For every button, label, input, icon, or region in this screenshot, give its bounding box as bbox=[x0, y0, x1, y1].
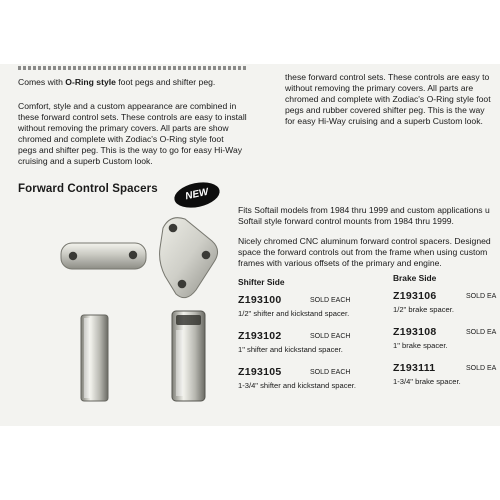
spacer-hole bbox=[69, 252, 77, 260]
section-title: Forward Control Spacers bbox=[18, 183, 158, 195]
fits-line-1: Fits Softail models from 1984 thru 1999 and custom applications u bbox=[238, 205, 490, 215]
sold-each-z193105: SOLD EACH bbox=[310, 369, 351, 376]
intro-right-line-2: without removing the primary covers. All parts are bbox=[285, 83, 474, 93]
part-number-z193100: Z193100 bbox=[238, 294, 282, 306]
sold-each-z193102: SOLD EACH bbox=[310, 333, 351, 340]
desc-z193100: 1/2" shifter and kickstand spacer. bbox=[238, 309, 350, 318]
intro-left-line-1-bold: O-Ring style bbox=[65, 77, 116, 87]
spacer-hole bbox=[129, 251, 137, 259]
block-spacer-narrow bbox=[81, 315, 108, 401]
intro-left-line-3: these forward control sets. These controls are easy to install bbox=[18, 112, 247, 122]
fits-line-2: Softail style forward control mounts from 1984 thru 1999. bbox=[238, 216, 454, 226]
intro-right-line-5: for easy Hi-Way cruising and a superb Custom look. bbox=[285, 116, 483, 126]
desc-z193102: 1" shifter and kickstand spacer. bbox=[238, 345, 343, 354]
shifter-side-header: Shifter Side bbox=[238, 277, 285, 287]
triangle-spacer-plate bbox=[160, 218, 218, 298]
desc-z193111: 1-3/4" brake spacer. bbox=[393, 377, 461, 386]
intro-left-line-7: cruising and a superb Custom look. bbox=[18, 156, 153, 166]
intro-left-line-4: without removing the primary covers. All parts are show bbox=[18, 123, 229, 133]
intro-left-line-6: pegs and shifter peg. This is the way to go for easy Hi-Way bbox=[18, 145, 243, 155]
brake-side-header: Brake Side bbox=[393, 273, 437, 283]
flat-spacer-bar bbox=[61, 243, 146, 269]
part-number-z193106: Z193106 bbox=[393, 290, 437, 302]
desc-z193108: 1" brake spacer. bbox=[393, 341, 448, 350]
desc-z193106: 1/2" brake spacer. bbox=[393, 305, 454, 314]
sold-each-z193111: SOLD EA bbox=[466, 365, 497, 372]
plate-hole bbox=[169, 224, 178, 233]
intro-left-line-1-post: foot pegs and shifter peg. bbox=[115, 77, 216, 87]
sold-each-z193106: SOLD EA bbox=[466, 293, 497, 300]
block-spacer-wide bbox=[172, 311, 205, 401]
sold-each-z193108: SOLD EA bbox=[466, 329, 497, 336]
desc-line-3: frames with various offsets of the primary and engine. bbox=[238, 258, 442, 268]
plate-hole bbox=[202, 251, 211, 260]
new-badge: NEW bbox=[172, 178, 222, 211]
sold-each-z193100: SOLD EACH bbox=[310, 297, 351, 304]
intro-left-line-5: chromed and complete with Zodiac's O-Ring style foot bbox=[18, 134, 224, 144]
intro-right-line-4: pegs and rubber covered shifter peg. This is the way bbox=[285, 105, 485, 115]
part-number-z193108: Z193108 bbox=[393, 326, 437, 338]
part-number-z193105: Z193105 bbox=[238, 366, 282, 378]
desc-line-2: space the forward controls out from the frame when using custom bbox=[238, 247, 488, 257]
intro-left-line-2: Comfort, style and a custom appearance are combined in bbox=[18, 101, 237, 111]
part-number-z193111: Z193111 bbox=[393, 362, 436, 374]
intro-left-line-1-pre: Comes with bbox=[18, 77, 66, 87]
part-number-z193102: Z193102 bbox=[238, 330, 282, 342]
intro-right-line-1: these forward control sets. These controls are easy to bbox=[285, 72, 490, 82]
plate-hole bbox=[178, 280, 187, 289]
desc-z193105: 1-3/4" shifter and kickstand spacer. bbox=[238, 381, 356, 390]
desc-line-1: Nicely chromed CNC aluminum forward control spacers. Designed bbox=[238, 236, 491, 246]
intro-right-line-3: chromed and complete with Zodiac's O-Ring style foot bbox=[285, 94, 491, 104]
